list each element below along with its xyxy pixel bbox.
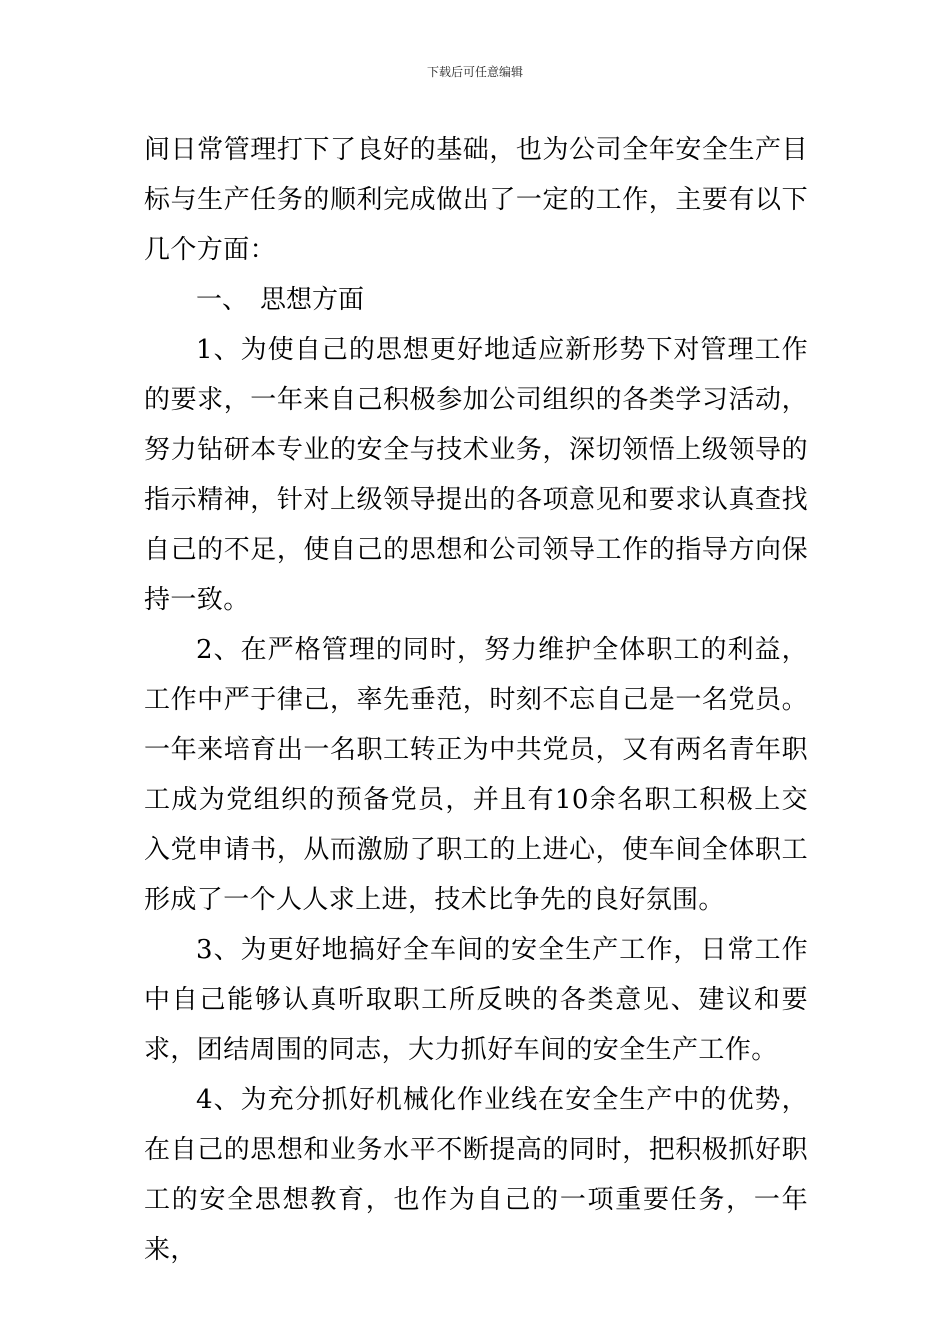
continuation-paragraph: 间日常管理打下了良好的基础，也为公司全年安全生产目标与生产任务的顺利完成做出了一定的工作，主要有以下几个方面：	[144, 135, 808, 265]
page-header: 下载后可任意编辑	[426, 65, 523, 79]
paragraph-2: 2、在严格管理的同时，努力维护全体职工的利益，工作中严于律己，率先垂范，时刻不忘自己是一名党员。一年来培育出一名职工转正为中共党员，又有两名青年职工成为党组织的预备党员，并且有10余名职工积极上交入党申请书，从而激励了职工的上进心，使车间全体职工形成了一个人人求上进，技术比争先的良好氛围。	[144, 635, 808, 915]
section-heading	[144, 275, 808, 325]
paragraph-1: 1、为使自己的思想更好地适应新形势下对管理工作的要求，一年来自己积极参加公司组织的各类学习活动，努力钻研本专业的安全与技术业务，深切领悟上级领导的指示精神，针对上级领导提出的各项意见和要求认真查找自己的不足，使自己的思想和公司领导工作的指导方向保持一致。	[144, 335, 808, 615]
paragraph-3: 3、为更好地搞好全车间的安全生产工作，日常工作中自己能够认真听取职工所反映的各类意见、建议和要求，团结周围的同志，大力抓好车间的安全生产工作。	[144, 935, 808, 1065]
section-title: 思想方面	[260, 285, 365, 315]
document-body	[144, 125, 808, 1275]
paragraph-4: 4、为充分抓好机械化作业线在安全生产中的优势，在自己的思想和业务水平不断提高的同时，把积极抓好职工的安全思想教育，也作为自己的一项重要任务，一年来，	[144, 1085, 808, 1265]
section-number: 一、	[196, 285, 249, 315]
